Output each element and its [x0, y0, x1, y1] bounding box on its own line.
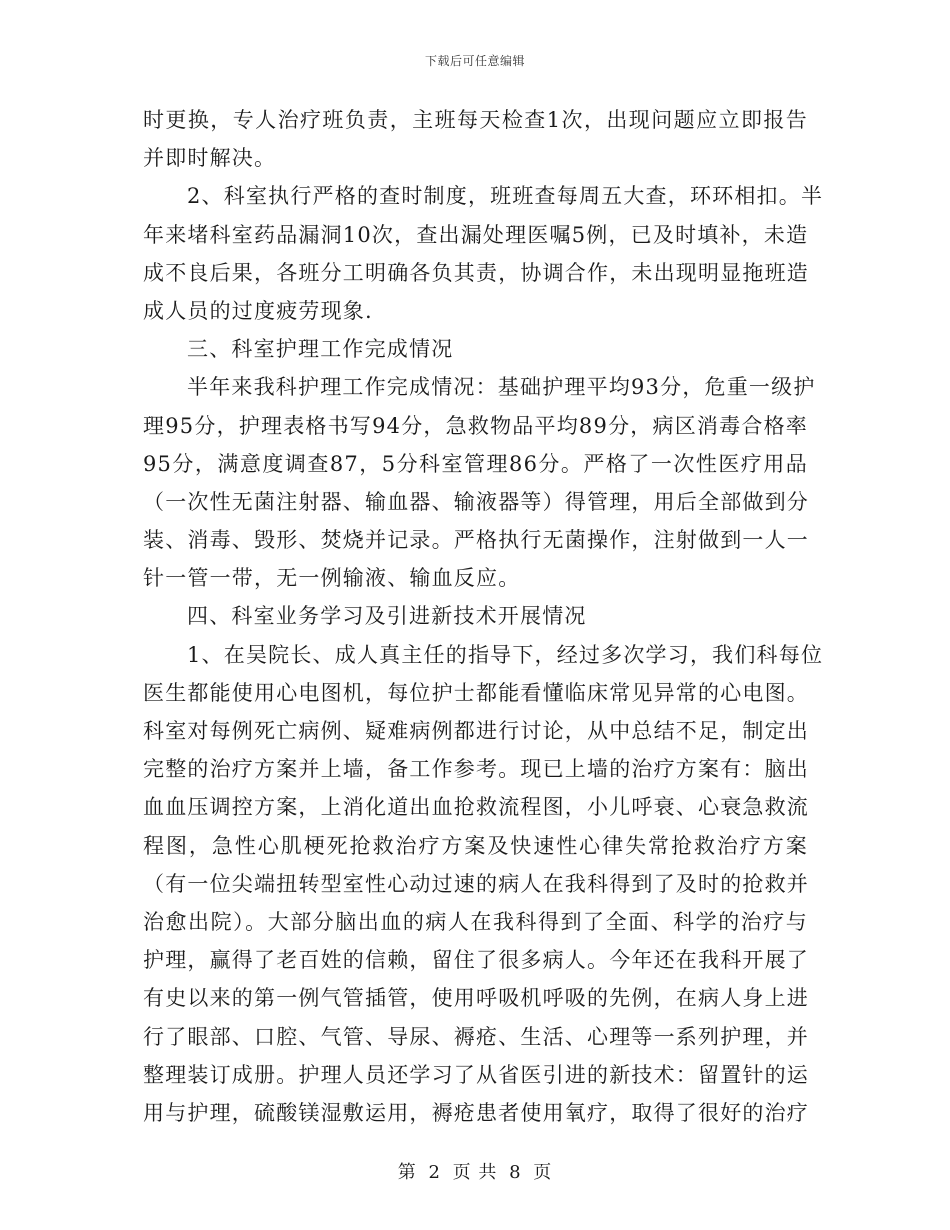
text-line: 整理装订成册。护理人员还学习了从省医引进的新技术：留置针的运 [143, 1062, 809, 1087]
text-line: 血血压调控方案，上消化道出血抢救流程图，小儿呼衰、心衰急救流 [143, 795, 809, 820]
total-pages-number: 8 [509, 1162, 522, 1183]
section-heading: 四、科室业务学习及引进新技术开展情况 [187, 604, 587, 629]
text-line: 95分，满意度调查87，5分科室管理86分。严格了一次性医疗用品 [143, 451, 808, 476]
text-line: 并即时解决。 [143, 146, 277, 171]
text-line: 程图，急性心肌梗死抢救治疗方案及快速性心律失常抢救治疗方案 [143, 833, 808, 858]
current-page-number: 2 [428, 1162, 441, 1183]
text-line: 装、消毒、毁形、焚烧并记录。严格执行无菌操作，注射做到一人一 [143, 528, 809, 553]
page-header: 下载后可任意编辑 [424, 54, 525, 68]
text-line: 有史以来的第一例气管插管，使用呼吸机呼吸的先例，在病人身上进 [143, 986, 809, 1011]
text-line: 完整的治疗方案并上墙，备工作参考。现已上墙的治疗方案有：脑出 [143, 757, 809, 782]
footer-suffix: 页 [533, 1162, 553, 1183]
page-footer [0, 1158, 950, 1184]
footer-middle: 页 共 [452, 1162, 498, 1183]
text-line: 1、在吴院长、成人真主任的指导下，经过多次学习，我们科每位 [187, 642, 824, 667]
text-line: （一次性无菌注射器、输血器、输液器等）得管理，用后全部做到分 [143, 489, 809, 514]
text-line: 科室对每例死亡病例、疑难病例都进行讨论，从中总结不足，制定出 [143, 719, 809, 743]
text-line: 行了眼部、口腔、气管、导尿、褥疮、生活、心理等一系列护理，并 [143, 1024, 809, 1049]
text-line: 理95分，护理表格书写94分，急救物品平均89分，病区消毒合格率 [143, 413, 808, 438]
text-line: 成不良后果，各班分工明确各负其责，协调合作，未出现明显拖班造 [143, 260, 809, 285]
text-line: 时更换，专人治疗班负责，主班每天检查1次，出现问题应立即报告 [143, 108, 808, 132]
text-line: 针一管一带，无一例输液、输血反应。 [143, 566, 521, 591]
text-line: 成人员的过度疲劳现象. [143, 298, 373, 323]
text-line: 2、科室执行严格的查时制度，班班查每周五大查，环环相扣。半 [187, 184, 824, 209]
section-heading: 三、科室护理工作完成情况 [187, 337, 454, 362]
text-line: 护理，赢得了老百姓的信赖，留住了很多病人。今年还在我科开展了 [143, 948, 809, 973]
text-line: 半年来我科护理工作完成情况：基础护理平均93分，危重一级护 [187, 375, 816, 400]
text-line: 用与护理，硫酸镁湿敷运用，褥疮患者使用氧疗，取得了很好的治疗 [143, 1100, 809, 1125]
document-body [143, 101, 824, 1132]
text-line: （有一位尖端扭转型室性心动过速的病人在我科得到了及时的抢救并 [143, 871, 809, 896]
text-line: 治愈出院）。大部分脑出血的病人在我科得到了全面、科学的治疗与 [143, 909, 808, 934]
text-line: 年来堵科室药品漏洞10次，查出漏处理医嘱5例，已及时填补，未造 [143, 222, 809, 247]
text-line: 医生都能使用心电图机，每位护士都能看懂临床常见异常的心电图。 [143, 680, 809, 705]
footer-prefix: 第 [397, 1162, 417, 1183]
